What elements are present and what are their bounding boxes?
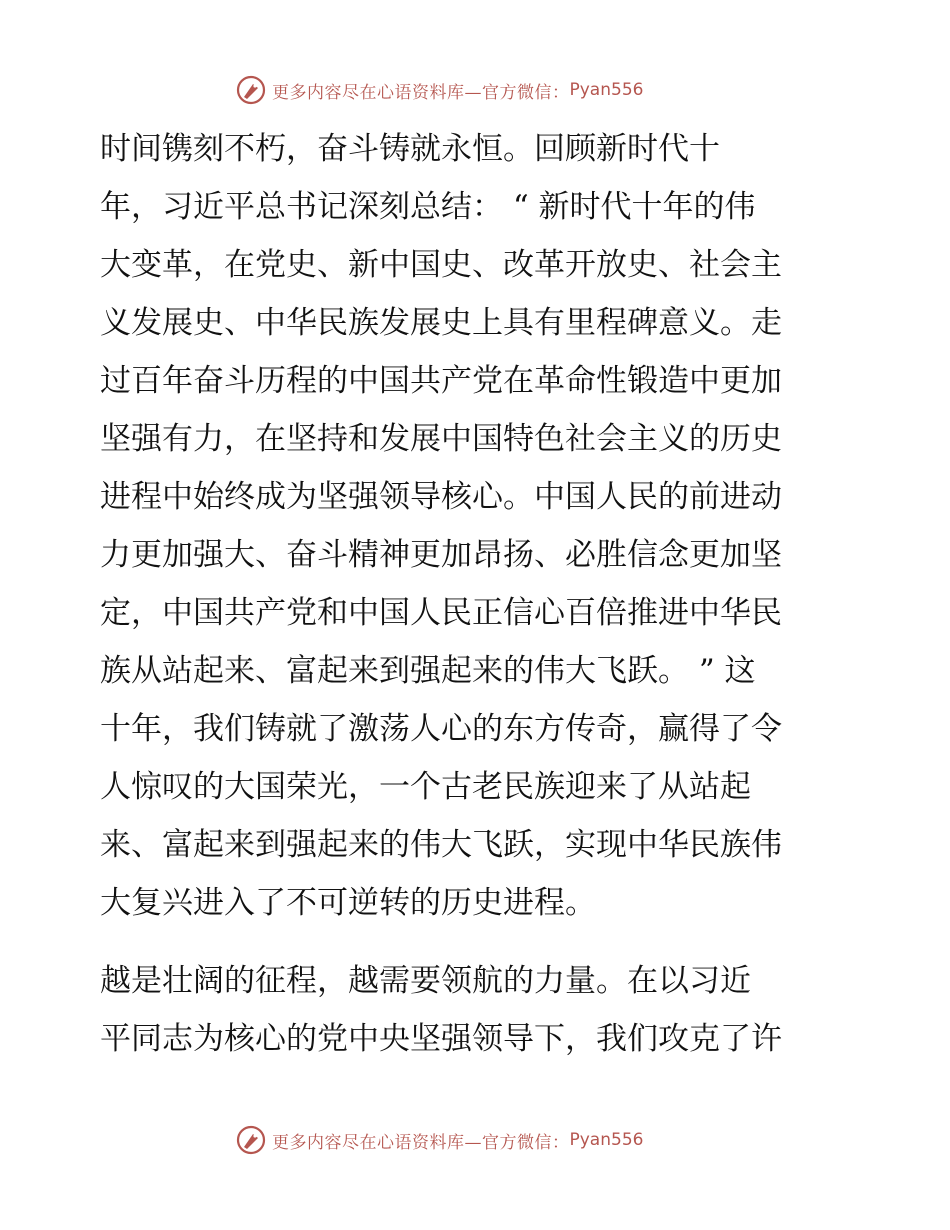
text-line: 力更加强大、奋斗精神更加昂扬、必胜信念更加坚 — [100, 537, 782, 573]
text-line: 坚强有力，在坚持和发展中国特色社会主义的历史 — [100, 421, 782, 457]
text-line: 义发展史、中华民族发展史上具有里程碑意义。走 — [100, 305, 782, 341]
text-line: 进程中始终成为坚强领导核心。中国人民的前进动 — [100, 479, 782, 515]
footer-site-text: 更多内容尽在心语资料库—官方微信： — [272, 1132, 570, 1153]
paragraph-1 — [100, 120, 860, 932]
text-line: 十年，我们铸就了激荡人心的东方传奇，赢得了令 — [100, 711, 782, 747]
pen-nib-logo-icon — [236, 75, 266, 105]
text-line: 大复兴进入了不可逆转的历史进程。 — [100, 885, 596, 921]
footer-banner — [236, 1125, 643, 1155]
header-banner — [236, 75, 643, 105]
text-line: 来、富起来到强起来的伟大飞跃，实现中华民族伟 — [100, 827, 782, 863]
text-line: 过百年奋斗历程的中国共产党在革命性锻造中更加 — [100, 363, 782, 399]
text-line: 年，习近平总书记深刻总结： “ 新时代十年的伟 — [100, 189, 756, 225]
text-line: 族从站起来、富起来到强起来的伟大飞跃。 ” 这 — [100, 653, 756, 689]
header-site-text: 更多内容尽在心语资料库—官方微信： — [272, 82, 570, 103]
header-wechat-id: Pyan556 — [569, 80, 644, 100]
text-line: 定，中国共产党和中国人民正信心百倍推进中华民 — [100, 595, 782, 631]
text-line: 人惊叹的大国荣光，一个古老民族迎来了从站起 — [100, 769, 751, 805]
text-line: 平同志为核心的党中央坚强领导下，我们攻克了许 — [100, 1021, 782, 1057]
footer-wechat-id: Pyan556 — [569, 1130, 644, 1150]
text-line: 时间镌刻不朽，奋斗铸就永恒。回顾新时代十 — [100, 131, 720, 167]
text-line: 大变革，在党史、新中国史、改革开放史、社会主 — [100, 247, 782, 283]
text-line: 越是壮阔的征程，越需要领航的力量。在以习近 — [100, 963, 751, 999]
paragraph-2 — [100, 952, 860, 1068]
pen-nib-logo-icon — [236, 1125, 266, 1155]
